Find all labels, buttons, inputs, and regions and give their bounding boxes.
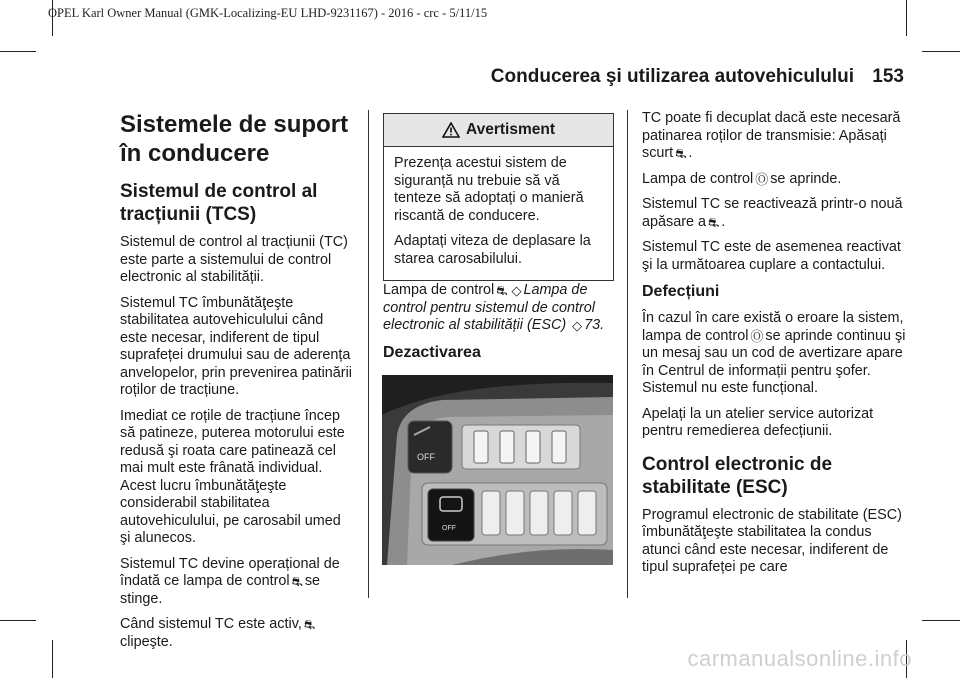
crop-mark [922, 51, 960, 52]
paragraph: Sistemul TC este de asemenea reactivat şi la următoarea cuplare a contactului. [642, 239, 901, 273]
watermark: carmanualsonline.info [687, 646, 912, 671]
running-title: Conducerea şi utilizarea autovehiculului [490, 66, 854, 87]
column-3 [642, 110, 912, 585]
crop-mark [0, 620, 36, 621]
paragraph [120, 556, 352, 609]
page-reference-icon: ◇ [511, 283, 522, 298]
cross-reference-link[interactable]: Lampa de control pentru sistemul de control electronic al stabilității (ESC) [383, 282, 595, 333]
text: În cazul în care există o eroare la sistem, lampa de control [642, 310, 904, 344]
crop-mark [906, 0, 907, 36]
text: Lampa de control [642, 170, 754, 187]
text: Când sistemul TC este activ, [120, 616, 302, 632]
text: Sistemul TC devine operațional de îndată ce lampa de control [120, 555, 340, 589]
text: se aprinde continuu şi un mesaj sau un cod de avertizare apare în Centrul de informații pentru şofer. Sistemul nu este funcțional. [642, 327, 906, 396]
page-title: Sistemele de suport în conducere [120, 111, 349, 167]
section-title-tcs: Sistemul de control al tracțiunii (TCS) [120, 181, 318, 225]
crop-mark [0, 51, 36, 52]
heading-deactivation: Dezactivarea [383, 343, 481, 361]
tc-off-icon: Ⓞ [750, 328, 764, 344]
paragraph: Imediat ce roțile de tracțiune încep să patineze, puterea motorului este redusă şi roata care patinează cel mai mult este frânată individual. Acest lucru îmbunătăţeşte considerabil stabilitatea autovehiculului, pe carosabil umed şi alunecos. [120, 407, 345, 546]
document-meta: OPEL Karl Owner Manual (GMK-Localizing-EU LHD-9231167) - 2016 - crc - 5/11/15 [48, 6, 488, 20]
paragraph [642, 196, 912, 231]
crop-mark [52, 640, 53, 678]
warning-triangle-icon [442, 122, 460, 138]
text: se aprinde. [770, 170, 842, 187]
button-label: OFF [417, 452, 435, 462]
section-title-esc: Control electronic de stabilitate (ESC) [642, 453, 833, 498]
crop-mark [922, 620, 960, 621]
warning-header [384, 114, 613, 147]
page-reference-icon: ◇ [572, 318, 583, 333]
text: . [688, 145, 693, 161]
paragraph [120, 616, 352, 651]
text: Sistemul TC se reactivează printr-o nouă apăsare a [642, 196, 903, 230]
warning-paragraph: Prezența acestui sistem de siguranță nu trebuie să vă tenteze să adoptați o manieră riscantă de conducere. [394, 155, 584, 224]
button-label: OFF [442, 525, 456, 532]
tc-off-icon: Ⓞ [755, 171, 769, 187]
text: . [721, 213, 726, 230]
paragraph: Programul electronic de stabilitate (ESC) îmbunătăţeşte stabilitatea la condus atunci când este necesar, indiferent de tipul suprafeței pe care [642, 506, 902, 575]
dashboard-photo [382, 375, 613, 565]
text: se stinge. [120, 573, 321, 607]
text: TC poate fi decuplat dacă este necesară patinarea roților de transmisie: Apăsați scurt [642, 110, 901, 161]
skid-car-icon: ⛐ [291, 574, 303, 589]
paragraph [642, 310, 912, 398]
skid-car-icon: ⛐ [708, 214, 720, 230]
cross-reference-page[interactable]: 73. [584, 317, 605, 333]
paragraph: Apelați la un atelier service autorizat pentru remedierea defecțiunii. [642, 405, 874, 439]
column-2-text [383, 282, 613, 371]
text: Lampa de control [383, 282, 495, 298]
skid-car-icon: ⛐ [675, 146, 687, 161]
paragraph [383, 282, 613, 335]
column-1 [120, 110, 352, 659]
warning-paragraph: Adaptați viteza de deplasare la starea carosabilului. [394, 233, 591, 267]
paragraph [642, 110, 912, 163]
paragraph: Sistemul TC îmbunătăţeşte stabilitatea autovehiculului când este necesar, indiferent de tipul suprafeței drumului sau de aderența anvelopelor, prin prevenirea patinării roților de tracțiune. [120, 294, 352, 398]
column-divider [368, 110, 369, 598]
skid-car-icon: ⛐ [496, 283, 508, 298]
heading-defects: Defecțiuni [642, 283, 720, 300]
page-number: 153 [872, 66, 904, 87]
paragraph: Sistemul de control al tracțiunii (TC) este parte a sistemului de control electronic al stabilității. [120, 234, 348, 285]
warning-title: Avertisment [465, 121, 555, 138]
text: clipeşte. [120, 633, 173, 650]
skid-car-icon: ⛐ [303, 617, 316, 632]
paragraph [642, 171, 912, 189]
column-divider [627, 110, 628, 598]
warning-box [383, 113, 614, 281]
